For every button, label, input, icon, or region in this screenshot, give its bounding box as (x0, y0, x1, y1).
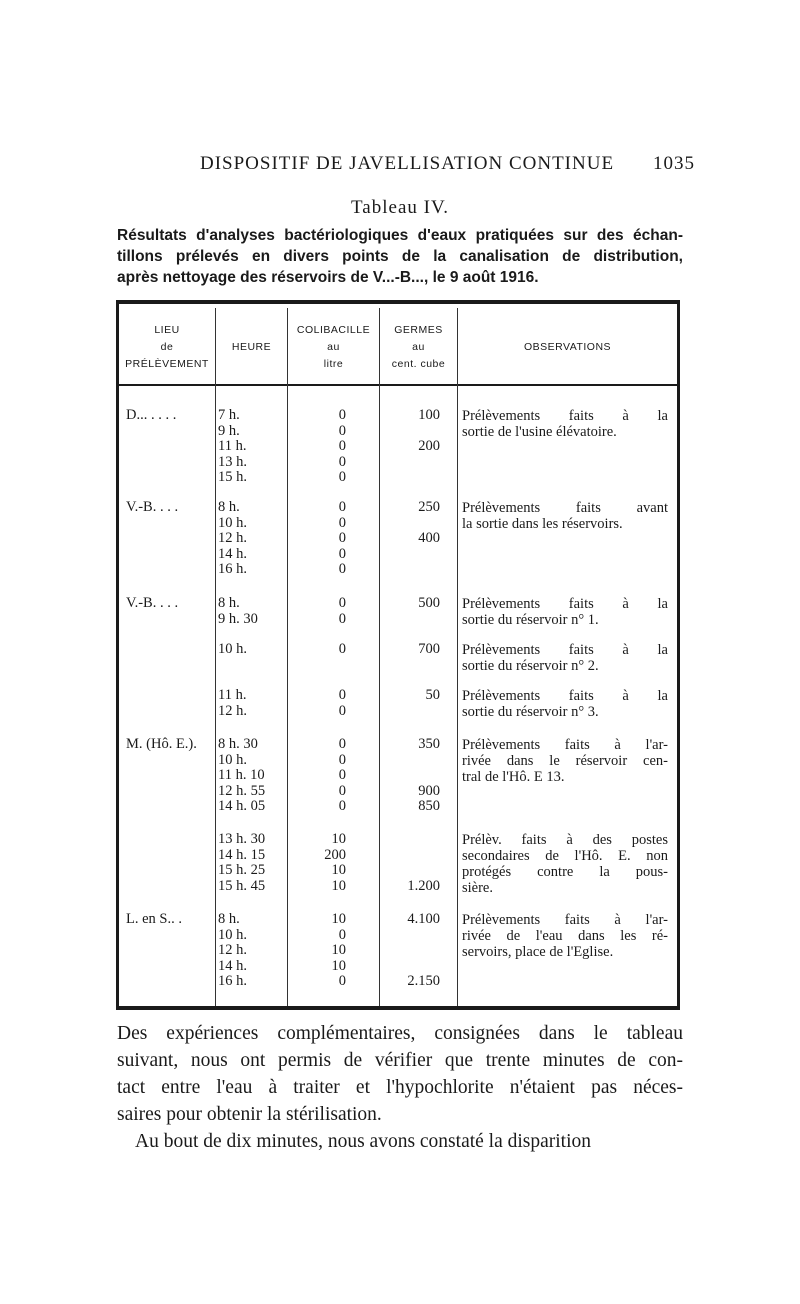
column-divider (457, 308, 458, 1006)
colibacille-cell: 200 (324, 846, 346, 863)
location-cell: D... . . . . (126, 407, 177, 423)
header-lieu (119, 322, 215, 373)
colibacille-cell: 10 (331, 942, 346, 958)
observation-cell (462, 688, 668, 720)
colibacille-cell: 0 (338, 767, 346, 783)
time-cell: 12 h. (218, 530, 247, 546)
observation-line: sière. (462, 880, 493, 896)
germes-cell: 850 (418, 798, 440, 814)
caption-line: Résultats d'analyses bactériologiques d'eaux pratiquées sur des échan- (117, 227, 683, 244)
results-table (116, 300, 680, 1012)
observation-cell (462, 408, 668, 440)
running-head (200, 153, 695, 177)
caption-line: tillons prélevés en divers points de la canalisation de distribution, (117, 248, 683, 265)
colibacille-cell: 0 (338, 926, 346, 943)
table-left-rule (116, 300, 119, 1010)
observation-line: Prélèv. faits à des postes (462, 832, 668, 848)
germes-cell: 2.150 (407, 973, 440, 989)
table-title: Tableau IV. (351, 197, 449, 218)
time-cell: 8 h. (218, 499, 240, 515)
colibacille-cell: 0 (338, 782, 346, 799)
colibacille-cell: 0 (338, 798, 346, 814)
header-text: GERMES (394, 324, 443, 336)
header-heure (216, 339, 287, 356)
germes-cell: 50 (425, 687, 440, 703)
observation-cell (462, 596, 668, 628)
observation-line: tral de l'Hô. E 13. (462, 769, 565, 785)
observation-line: Prélèvements faits à l'ar- (462, 912, 668, 928)
germes-cell: 700 (418, 641, 440, 657)
colibacille-cell: 10 (331, 877, 346, 894)
time-cell: 15 h. 45 (218, 877, 266, 894)
header-text: PRÉLÈVEMENT (125, 358, 209, 370)
header-text: litre (323, 358, 344, 370)
header-rule (119, 384, 677, 386)
table-caption (117, 225, 683, 288)
colibacille-cell: 0 (338, 687, 346, 703)
germes-cell: 100 (418, 407, 440, 423)
time-cell: 12 h. 55 (218, 782, 266, 799)
time-cell: 11 h. (218, 438, 247, 454)
paragraph-line: Des expériences complémentaires, consignées dans le tableau (117, 1023, 683, 1044)
time-cell: 8 h. (218, 595, 240, 611)
colibacille-cell: 10 (331, 911, 346, 927)
body-paragraph (117, 1020, 683, 1155)
colibacille-cell: 10 (331, 957, 346, 974)
time-cell: 13 h. 30 (218, 831, 266, 847)
page-number: 1035 (653, 153, 695, 174)
colibacille-cell: 0 (338, 422, 346, 439)
observation-line: la sortie dans les réservoirs. (462, 516, 623, 532)
header-colibacille (288, 322, 379, 373)
table-right-rule (677, 300, 680, 1010)
observation-line: secondaires de l'Hô. E. non (462, 848, 668, 864)
germes-cell: 500 (418, 595, 440, 611)
header-observations (458, 339, 677, 356)
colibacille-cell: 0 (338, 453, 346, 470)
colibacille-cell: 0 (338, 514, 346, 531)
time-cell: 13 h. (218, 453, 247, 470)
time-cell: 14 h. 05 (218, 798, 266, 814)
table-top-rule (116, 300, 680, 304)
caption-line: après nettoyage des réservoirs de V...-B..., le 9 août 1916. (117, 269, 539, 286)
observation-cell (462, 737, 668, 785)
observation-line: sortie du réservoir n° 2. (462, 658, 599, 674)
paragraph-line: saires pour obtenir la stérilisation. (117, 1104, 382, 1125)
observation-line: Prélèvements faits à l'ar- (462, 737, 668, 753)
observation-line: sortie de l'usine élévatoire. (462, 424, 617, 440)
germes-cell: 4.100 (407, 911, 440, 927)
location-cell: V.-B. . . . (126, 499, 179, 515)
paragraph-line: suivant, nous ont permis de vérifier que trente minutes de con- (117, 1050, 683, 1071)
observation-line: Prélèvements faits avant (462, 500, 668, 516)
time-cell: 12 h. (218, 942, 247, 958)
colibacille-cell: 10 (331, 831, 346, 847)
colibacille-cell: 0 (338, 545, 346, 562)
time-cell: 8 h. 30 (218, 736, 258, 752)
observation-line: sortie du réservoir n° 3. (462, 704, 599, 720)
time-cell: 11 h. (218, 687, 247, 703)
location-cell: L. en S.. . (126, 911, 182, 927)
colibacille-cell: 0 (338, 641, 346, 657)
observation-cell (462, 832, 668, 896)
time-cell: 9 h. 30 (218, 610, 258, 627)
observation-line: Prélèvements faits à la (462, 688, 668, 704)
colibacille-cell: 0 (338, 438, 346, 454)
header-text: au (327, 341, 340, 353)
time-cell: 10 h. (218, 926, 247, 943)
colibacille-cell: 0 (338, 702, 346, 719)
colibacille-cell: 0 (338, 751, 346, 768)
observation-line: servoirs, place de l'Eglise. (462, 944, 614, 960)
colibacille-cell: 0 (338, 499, 346, 515)
germes-cell: 250 (418, 499, 440, 515)
time-cell: 15 h. (218, 469, 247, 485)
germes-cell: 200 (418, 438, 440, 454)
observation-line: protégés contre la pous- (462, 864, 668, 880)
time-cell: 8 h. (218, 911, 240, 927)
running-head-title: DISPOSITIF DE JAVELLISATION CONTINUE (200, 153, 615, 174)
colibacille-cell: 0 (338, 610, 346, 627)
colibacille-cell: 0 (338, 973, 346, 989)
germes-cell: 900 (418, 782, 440, 799)
location-cell: V.-B. . . . (126, 595, 179, 611)
observation-line: rivée de l'eau dans les ré- (462, 928, 668, 944)
time-cell: 16 h. (218, 973, 247, 989)
time-cell: 7 h. (218, 407, 240, 423)
germes-cell: 1.200 (407, 877, 440, 894)
time-cell: 10 h. (218, 751, 247, 768)
time-cell: 10 h. (218, 641, 247, 657)
germes-cell: 400 (418, 530, 440, 546)
time-cell: 11 h. 10 (218, 767, 265, 783)
colibacille-cell: 0 (338, 469, 346, 485)
observation-cell (462, 500, 668, 532)
observation-line: Prélèvements faits à la (462, 596, 668, 612)
colibacille-cell: 0 (338, 530, 346, 546)
time-cell: 15 h. 25 (218, 862, 266, 878)
colibacille-cell: 0 (338, 595, 346, 611)
header-text: LIEU (154, 324, 180, 336)
observation-line: sortie du réservoir n° 1. (462, 612, 599, 628)
time-cell: 14 h. (218, 545, 247, 562)
observation-line: Prélèvements faits à la (462, 642, 668, 658)
header-text: cent. cube (391, 358, 446, 370)
header-text: COLIBACILLE (296, 324, 371, 336)
time-cell: 12 h. (218, 702, 247, 719)
header-germes (380, 322, 457, 373)
header-text: OBSERVATIONS (523, 341, 612, 353)
time-cell: 14 h. (218, 957, 247, 974)
time-cell: 9 h. (218, 422, 240, 439)
paragraph-line: tact entre l'eau à traiter et l'hypochlorite n'étaient pas néces- (117, 1077, 683, 1098)
time-cell: 16 h. (218, 561, 247, 577)
colibacille-cell: 0 (338, 736, 346, 752)
observation-line: Prélèvements faits à la (462, 408, 668, 424)
observation-cell (462, 912, 668, 960)
colibacille-cell: 0 (338, 561, 346, 577)
header-text: de (160, 341, 174, 353)
paragraph-line: Au bout de dix minutes, nous avons constaté la disparition (135, 1131, 592, 1152)
header-text: HEURE (231, 341, 272, 353)
colibacille-cell: 10 (331, 862, 346, 878)
time-cell: 10 h. (218, 514, 247, 531)
observation-cell (462, 642, 668, 674)
observation-line: rivée dans le réservoir cen- (462, 753, 668, 769)
header-text: au (412, 341, 425, 353)
table-bottom-rule (116, 1006, 680, 1010)
location-cell: M. (Hô. E.). (126, 736, 197, 752)
colibacille-cell: 0 (338, 407, 346, 423)
time-cell: 14 h. 15 (218, 846, 266, 863)
germes-cell: 350 (418, 736, 440, 752)
